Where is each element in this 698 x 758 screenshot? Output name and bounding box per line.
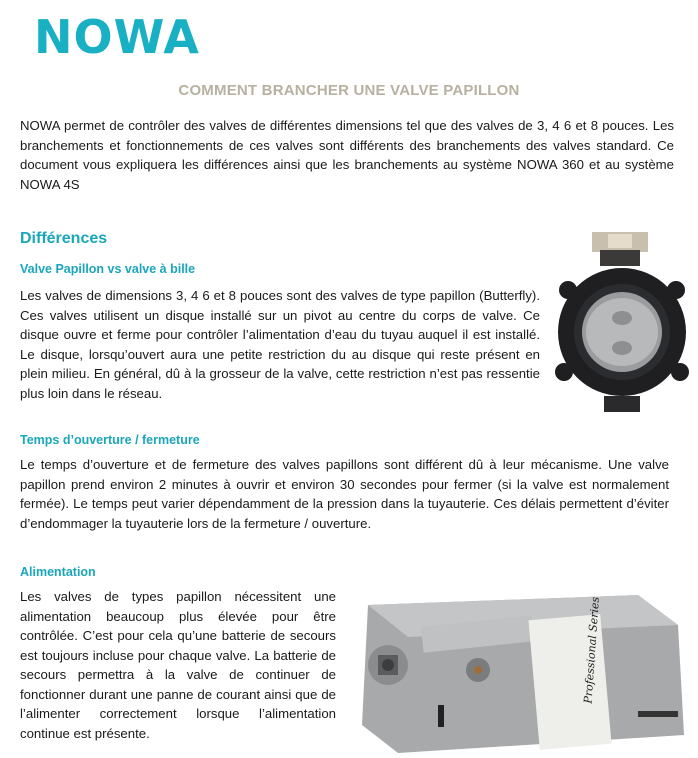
- differences-heading: Différences: [20, 230, 108, 247]
- butterfly-valve-image: [552, 232, 692, 412]
- section-text-open-close-time: Le temps d’ouverture et de fermeture des valves papillons sont différent dû à leur mécanisme. Une valve papillon prend environ 2 minutes à ouvrir et environ 30 secondes pour fermer (si la valve est normalement fermée). Le temps peut varier dépendamment de la pression dans la tuyauterie. Ces délais permettent d’éviter d’endommager la tuyauterie lors de la fermeture / ouverture.: [20, 457, 669, 531]
- page-title: COMMENT BRANCHER UNE VALVE PAPILLON: [178, 82, 520, 99]
- intro-paragraph: NOWA permet de contrôler des valves de différentes dimensions tel que des valves de 3, 4 6 et 8 pouces. Les branchements et fonctionnements de ces valves sont différents des branchements des valves standard. Ce document vous expliquera les différences ainsi que les branchements au système NOWA 360 et au système NOWA 4S: [20, 118, 674, 192]
- section-heading-power: Alimentation: [20, 565, 96, 579]
- section-heading-open-close-time: Temps d’ouverture / fermeture: [20, 433, 200, 447]
- section-heading-butterfly-vs-ball: Valve Papillon vs valve à bille: [20, 262, 196, 276]
- section-text-power: Les valves de types papillon nécessitent une alimentation beaucoup plus élevée pour être contrôlée. C’est pour cela qu’une batterie de secours est toujours incluse pour chaque valve. La batterie de secours permettra à la valve de continuer de fonctionner durant une panne de courant ainsi que de l’alimenter correctement lorsque l’alimentation continue est présente.: [20, 589, 336, 741]
- actuator-series-label: Professional Series: [581, 596, 602, 704]
- valve-actuator-image: [338, 585, 690, 755]
- nowa-logo: NOWA: [34, 10, 200, 64]
- section-text-butterfly-vs-ball: Les valves de dimensions 3, 4 6 et 8 pouces sont des valves de type papillon (Butterfly). Ces valves utilisent un disque installé sur un pivot au centre du corps de valve. Ce disque ouvre et ferme pour contrôler l’alimentation d’eau du tuyau auquel il est installé. Le disque, lorsqu’ouvert aura une petite restriction du au disque qui reste présent en plein milieu. En général, dû à la grosseur de la valve, cette restriction n’est pas ressentie plus loin dans le réseau.: [20, 288, 540, 401]
